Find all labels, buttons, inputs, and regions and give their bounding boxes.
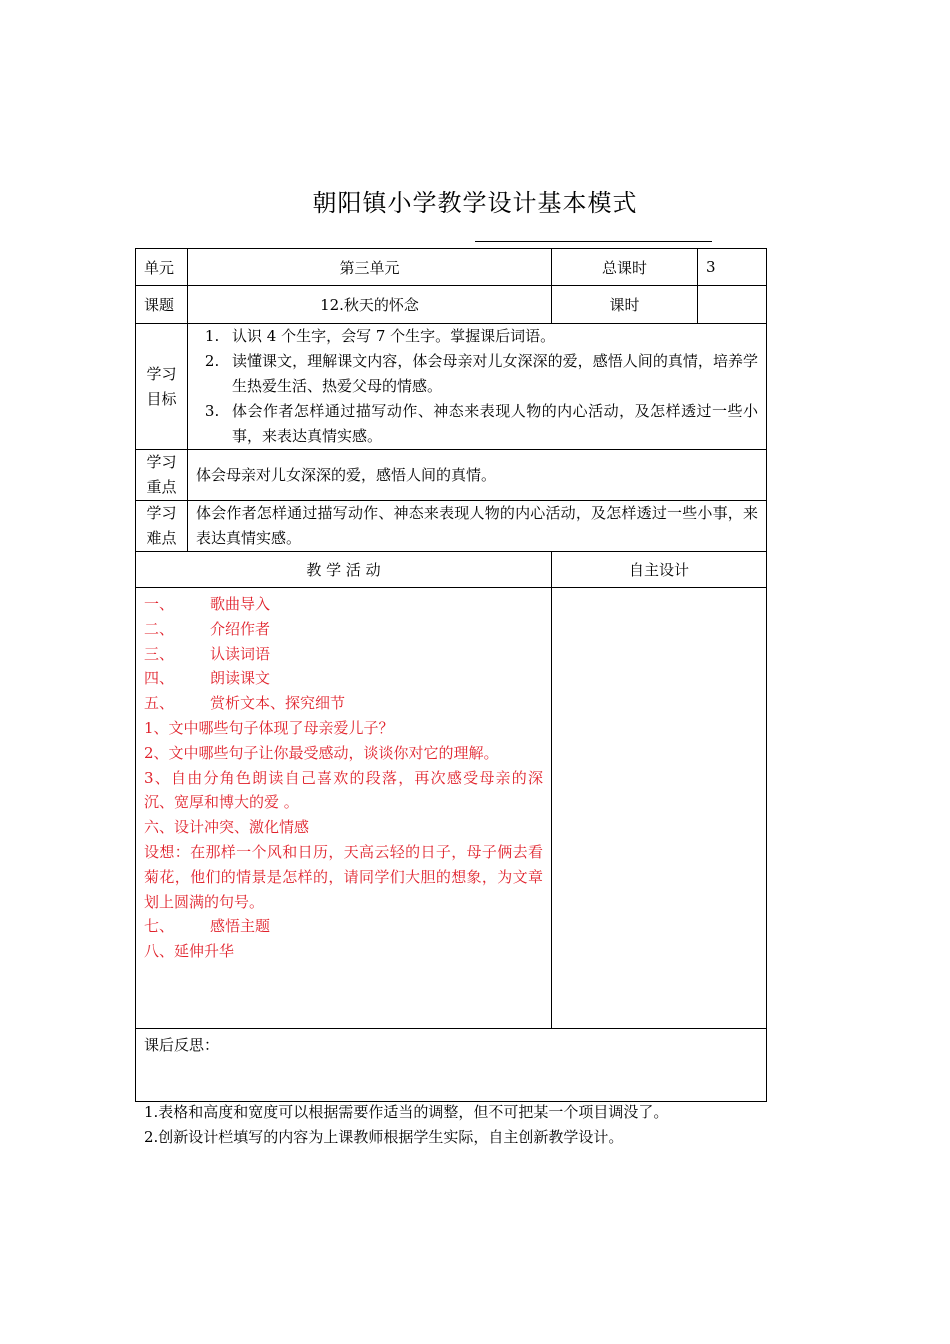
activities-header: 教 学 活 动 <box>136 552 552 588</box>
goals-cell <box>188 324 767 450</box>
lesson-plan-table <box>135 248 767 1102</box>
key-points-row <box>136 450 767 501</box>
footnotes <box>144 1100 668 1150</box>
goal-item: 1. 认识 4 个生字，会写 7 个生字。掌握课后词语。 <box>224 324 758 349</box>
hours-value <box>698 286 767 324</box>
key-points-label: 学习 重点 <box>136 450 188 501</box>
goals-list <box>196 324 758 449</box>
difficulties-row <box>136 501 767 552</box>
unit-value: 第三单元 <box>188 249 552 286</box>
page-title: 朝阳镇小学教学设计基本模式 <box>312 189 638 217</box>
goals-row <box>136 324 767 450</box>
activity-item: 四、 朗读课文 <box>144 669 271 688</box>
total-hours-value: 3 <box>698 249 767 286</box>
activities-header-row <box>136 552 767 588</box>
goal-item: 3. 体会作者怎样通过描写动作、神态来表现人物的内心活动，及怎样透过一些小事，来表达真情实感。 <box>224 399 758 449</box>
reflection-row <box>136 1029 767 1102</box>
activity-item: 五、 赏析文本、探究细节 <box>144 694 346 713</box>
activity-question: 1、文中哪些句子体现了母亲爱儿子？ <box>144 718 394 737</box>
activity-question: 2、文中哪些句子让你最受感动，谈谈你对它的理解。 <box>144 743 499 762</box>
activity-question: 3、自由分角色朗读自己喜欢的段落，再次感受母亲的深沉、宽厚和博大的爱 。 <box>144 768 544 812</box>
activity-item: 八、延伸升华 <box>144 942 235 961</box>
activity-scenario: 设想：在那样一个风和日历，天高云轻的日子，母子俩去看菊花，他们的情景是怎样的，请同学们大胆的想象，为文章划上圆满的句号。 <box>144 842 544 911</box>
activity-item: 二、 介绍作者 <box>144 619 271 638</box>
goals-label: 学习 目标 <box>136 324 188 450</box>
self-design-cell <box>552 588 767 1029</box>
lesson-label: 课题 <box>136 286 188 324</box>
activities-row <box>136 588 767 1029</box>
activity-item: 六、设计冲突、激化情感 <box>144 818 310 837</box>
reflection-label: 课后反思： <box>136 1029 767 1102</box>
goal-item: 2. 读懂课文，理解课文内容，体会母亲对儿女深深的爱，感悟人间的真情，培养学生热爱生活、热爱父母的情感。 <box>224 349 758 399</box>
footnote: 2.创新设计栏填写的内容为上课教师根据学生实际，自主创新教学设计。 <box>144 1128 624 1146</box>
hours-label: 课时 <box>552 286 698 324</box>
difficulties-text: 体会作者怎样通过描写动作、神态来表现人物的内心活动，及怎样透过一些小事，来表达真情实感。 <box>188 501 767 552</box>
total-hours-label: 总课时 <box>552 249 698 286</box>
activities-cell <box>136 588 552 1029</box>
self-design-header: 自主设计 <box>552 552 767 588</box>
activity-item: 一、 歌曲导入 <box>144 595 271 613</box>
unit-label: 单元 <box>136 249 188 286</box>
key-points-text: 体会母亲对儿女深深的爱，感悟人间的真情。 <box>188 450 767 501</box>
activity-item: 三、 认读词语 <box>144 644 271 663</box>
lesson-row <box>136 286 767 324</box>
footnote: 1.表格和高度和宽度可以根据需要作适当的调整，但不可把某一个项目调没了。 <box>144 1103 669 1121</box>
difficulties-label: 学习 难点 <box>136 501 188 552</box>
unit-row <box>136 249 767 286</box>
title-underline <box>475 241 712 242</box>
activity-item: 七、 感悟主题 <box>144 917 271 936</box>
lesson-value: 12.秋天的怀念 <box>188 286 552 324</box>
